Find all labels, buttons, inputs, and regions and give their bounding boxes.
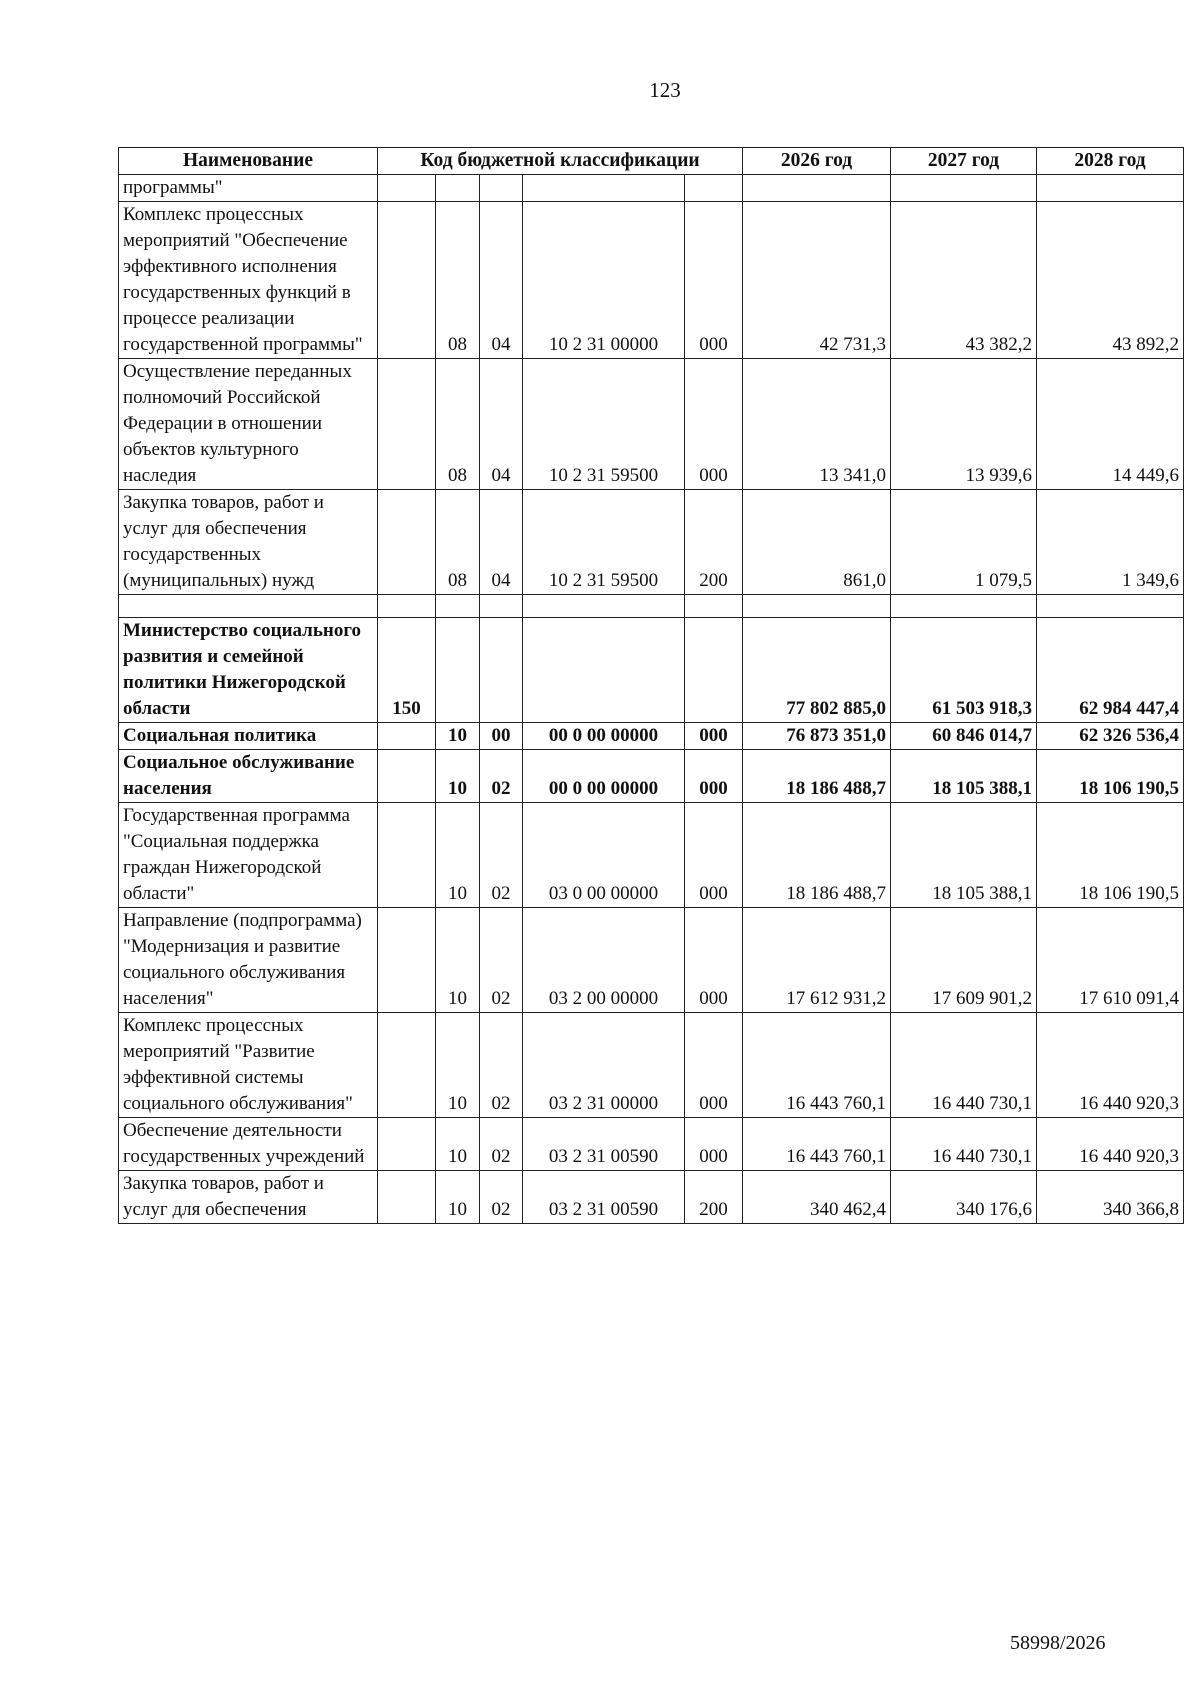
cell-subsection: 02 [480, 803, 523, 908]
cell-target-article: 03 2 31 00000 [523, 1013, 685, 1118]
cell-expense-type: 200 [685, 1171, 743, 1224]
cell-2026: 77 802 885,0 [743, 618, 891, 723]
cell-section: 10 [436, 750, 480, 803]
cell-2028 [1037, 175, 1184, 202]
table-row [119, 359, 1184, 490]
cell-name: Обеспечение деятельности государственных учреждений [119, 1118, 378, 1171]
table-row [119, 595, 1184, 618]
cell-subsection: 02 [480, 1118, 523, 1171]
cell-name [119, 595, 378, 618]
cell-2027 [891, 175, 1037, 202]
cell-name: Социальная политика [119, 723, 378, 750]
cell-name: программы" [119, 175, 378, 202]
cell-subsection: 02 [480, 1013, 523, 1118]
cell-target-article: 10 2 31 00000 [523, 202, 685, 359]
table-row [119, 175, 1184, 202]
cell-section: 10 [436, 723, 480, 750]
cell-section: 08 [436, 490, 480, 595]
cell-gov-code [378, 595, 436, 618]
cell-2028 [1037, 595, 1184, 618]
cell-2026: 42 731,3 [743, 202, 891, 359]
table-row [119, 908, 1184, 1013]
cell-2027 [891, 595, 1037, 618]
cell-name: Комплекс процессных мероприятий "Обеспечение эффективного исполнения государственных функций в процессе реализации государственной программы" [119, 202, 378, 359]
cell-2026: 17 612 931,2 [743, 908, 891, 1013]
cell-subsection: 04 [480, 359, 523, 490]
cell-section [436, 175, 480, 202]
cell-2028: 17 610 091,4 [1037, 908, 1184, 1013]
cell-gov-code [378, 723, 436, 750]
cell-expense-type: 000 [685, 723, 743, 750]
header-code: Код бюджетной классификации [378, 148, 743, 175]
table-row [119, 490, 1184, 595]
cell-gov-code [378, 1171, 436, 1224]
table-header-row [119, 148, 1184, 175]
cell-name: Министерство социального развития и семейной политики Нижегородской области [119, 618, 378, 723]
cell-2028: 1 349,6 [1037, 490, 1184, 595]
cell-expense-type: 000 [685, 359, 743, 490]
cell-expense-type: 000 [685, 750, 743, 803]
cell-subsection: 02 [480, 908, 523, 1013]
cell-2026 [743, 175, 891, 202]
cell-name: Комплекс процессных мероприятий "Развитие эффективной системы социального обслуживания" [119, 1013, 378, 1118]
cell-expense-type: 200 [685, 490, 743, 595]
cell-2026: 18 186 488,7 [743, 803, 891, 908]
table-row [119, 803, 1184, 908]
cell-2026: 18 186 488,7 [743, 750, 891, 803]
cell-2027: 61 503 918,3 [891, 618, 1037, 723]
cell-2026 [743, 595, 891, 618]
cell-subsection [480, 618, 523, 723]
cell-target-article: 00 0 00 00000 [523, 723, 685, 750]
header-2026: 2026 год [743, 148, 891, 175]
cell-target-article: 00 0 00 00000 [523, 750, 685, 803]
cell-2027: 18 105 388,1 [891, 803, 1037, 908]
cell-expense-type: 000 [685, 1118, 743, 1171]
cell-name: Государственная программа "Социальная поддержка граждан Нижегородской области" [119, 803, 378, 908]
cell-target-article [523, 595, 685, 618]
cell-section [436, 595, 480, 618]
cell-name: Закупка товаров, работ и услуг для обеспечения государственных (муниципальных) нужд [119, 490, 378, 595]
cell-subsection: 02 [480, 750, 523, 803]
cell-2027: 340 176,6 [891, 1171, 1037, 1224]
cell-section: 08 [436, 202, 480, 359]
header-name: Наименование [119, 148, 378, 175]
cell-2027: 60 846 014,7 [891, 723, 1037, 750]
cell-section: 10 [436, 803, 480, 908]
cell-gov-code [378, 359, 436, 490]
page-number: 123 [649, 78, 681, 102]
cell-gov-code [378, 490, 436, 595]
cell-2028: 43 892,2 [1037, 202, 1184, 359]
cell-gov-code: 150 [378, 618, 436, 723]
cell-target-article [523, 618, 685, 723]
cell-subsection [480, 595, 523, 618]
table-row [119, 1171, 1184, 1224]
cell-2027: 43 382,2 [891, 202, 1037, 359]
document-number: 58998/2026 [1010, 1632, 1106, 1654]
cell-2028: 14 449,6 [1037, 359, 1184, 490]
cell-subsection: 00 [480, 723, 523, 750]
table-body [119, 175, 1184, 1224]
cell-gov-code [378, 1013, 436, 1118]
cell-2026: 340 462,4 [743, 1171, 891, 1224]
table-row [119, 750, 1184, 803]
cell-subsection: 02 [480, 1171, 523, 1224]
cell-section: 08 [436, 359, 480, 490]
cell-subsection [480, 175, 523, 202]
cell-expense-type: 000 [685, 803, 743, 908]
cell-expense-type [685, 595, 743, 618]
table-row [119, 1013, 1184, 1118]
cell-subsection: 04 [480, 202, 523, 359]
cell-gov-code [378, 1118, 436, 1171]
cell-section [436, 618, 480, 723]
cell-gov-code [378, 202, 436, 359]
cell-2027: 18 105 388,1 [891, 750, 1037, 803]
table-row [119, 1118, 1184, 1171]
cell-expense-type: 000 [685, 1013, 743, 1118]
cell-section: 10 [436, 1013, 480, 1118]
cell-2027: 17 609 901,2 [891, 908, 1037, 1013]
cell-2026: 861,0 [743, 490, 891, 595]
cell-subsection: 04 [480, 490, 523, 595]
header-2027: 2027 год [891, 148, 1037, 175]
cell-2028: 340 366,8 [1037, 1171, 1184, 1224]
cell-2028: 16 440 920,3 [1037, 1118, 1184, 1171]
cell-2026: 16 443 760,1 [743, 1118, 891, 1171]
cell-2027: 16 440 730,1 [891, 1118, 1037, 1171]
cell-2028: 62 326 536,4 [1037, 723, 1184, 750]
cell-2027: 13 939,6 [891, 359, 1037, 490]
cell-section: 10 [436, 1118, 480, 1171]
cell-2028: 16 440 920,3 [1037, 1013, 1184, 1118]
table-row [119, 202, 1184, 359]
cell-target-article: 03 0 00 00000 [523, 803, 685, 908]
cell-name: Направление (подпрограмма) "Модернизация и развитие социального обслуживания населения" [119, 908, 378, 1013]
cell-expense-type [685, 175, 743, 202]
table-row [119, 618, 1184, 723]
cell-name: Социальное обслуживание населения [119, 750, 378, 803]
cell-2028: 18 106 190,5 [1037, 750, 1184, 803]
cell-2027: 1 079,5 [891, 490, 1037, 595]
cell-2026: 13 341,0 [743, 359, 891, 490]
cell-gov-code [378, 750, 436, 803]
cell-expense-type: 000 [685, 908, 743, 1013]
cell-target-article: 03 2 31 00590 [523, 1171, 685, 1224]
table-row [119, 723, 1184, 750]
cell-name: Закупка товаров, работ и услуг для обеспечения [119, 1171, 378, 1224]
cell-gov-code [378, 908, 436, 1013]
cell-section: 10 [436, 1171, 480, 1224]
cell-expense-type [685, 618, 743, 723]
cell-target-article: 10 2 31 59500 [523, 359, 685, 490]
cell-expense-type: 000 [685, 202, 743, 359]
cell-name: Осуществление переданных полномочий Российской Федерации в отношении объектов культурного наследия [119, 359, 378, 490]
cell-gov-code [378, 175, 436, 202]
cell-2027: 16 440 730,1 [891, 1013, 1037, 1118]
cell-2028: 62 984 447,4 [1037, 618, 1184, 723]
cell-2028: 18 106 190,5 [1037, 803, 1184, 908]
budget-table [118, 147, 1184, 1224]
cell-2026: 76 873 351,0 [743, 723, 891, 750]
cell-target-article: 10 2 31 59500 [523, 490, 685, 595]
cell-2026: 16 443 760,1 [743, 1013, 891, 1118]
header-2028: 2028 год [1037, 148, 1184, 175]
cell-gov-code [378, 803, 436, 908]
cell-section: 10 [436, 908, 480, 1013]
cell-target-article: 03 2 00 00000 [523, 908, 685, 1013]
cell-target-article [523, 175, 685, 202]
cell-target-article: 03 2 31 00590 [523, 1118, 685, 1171]
